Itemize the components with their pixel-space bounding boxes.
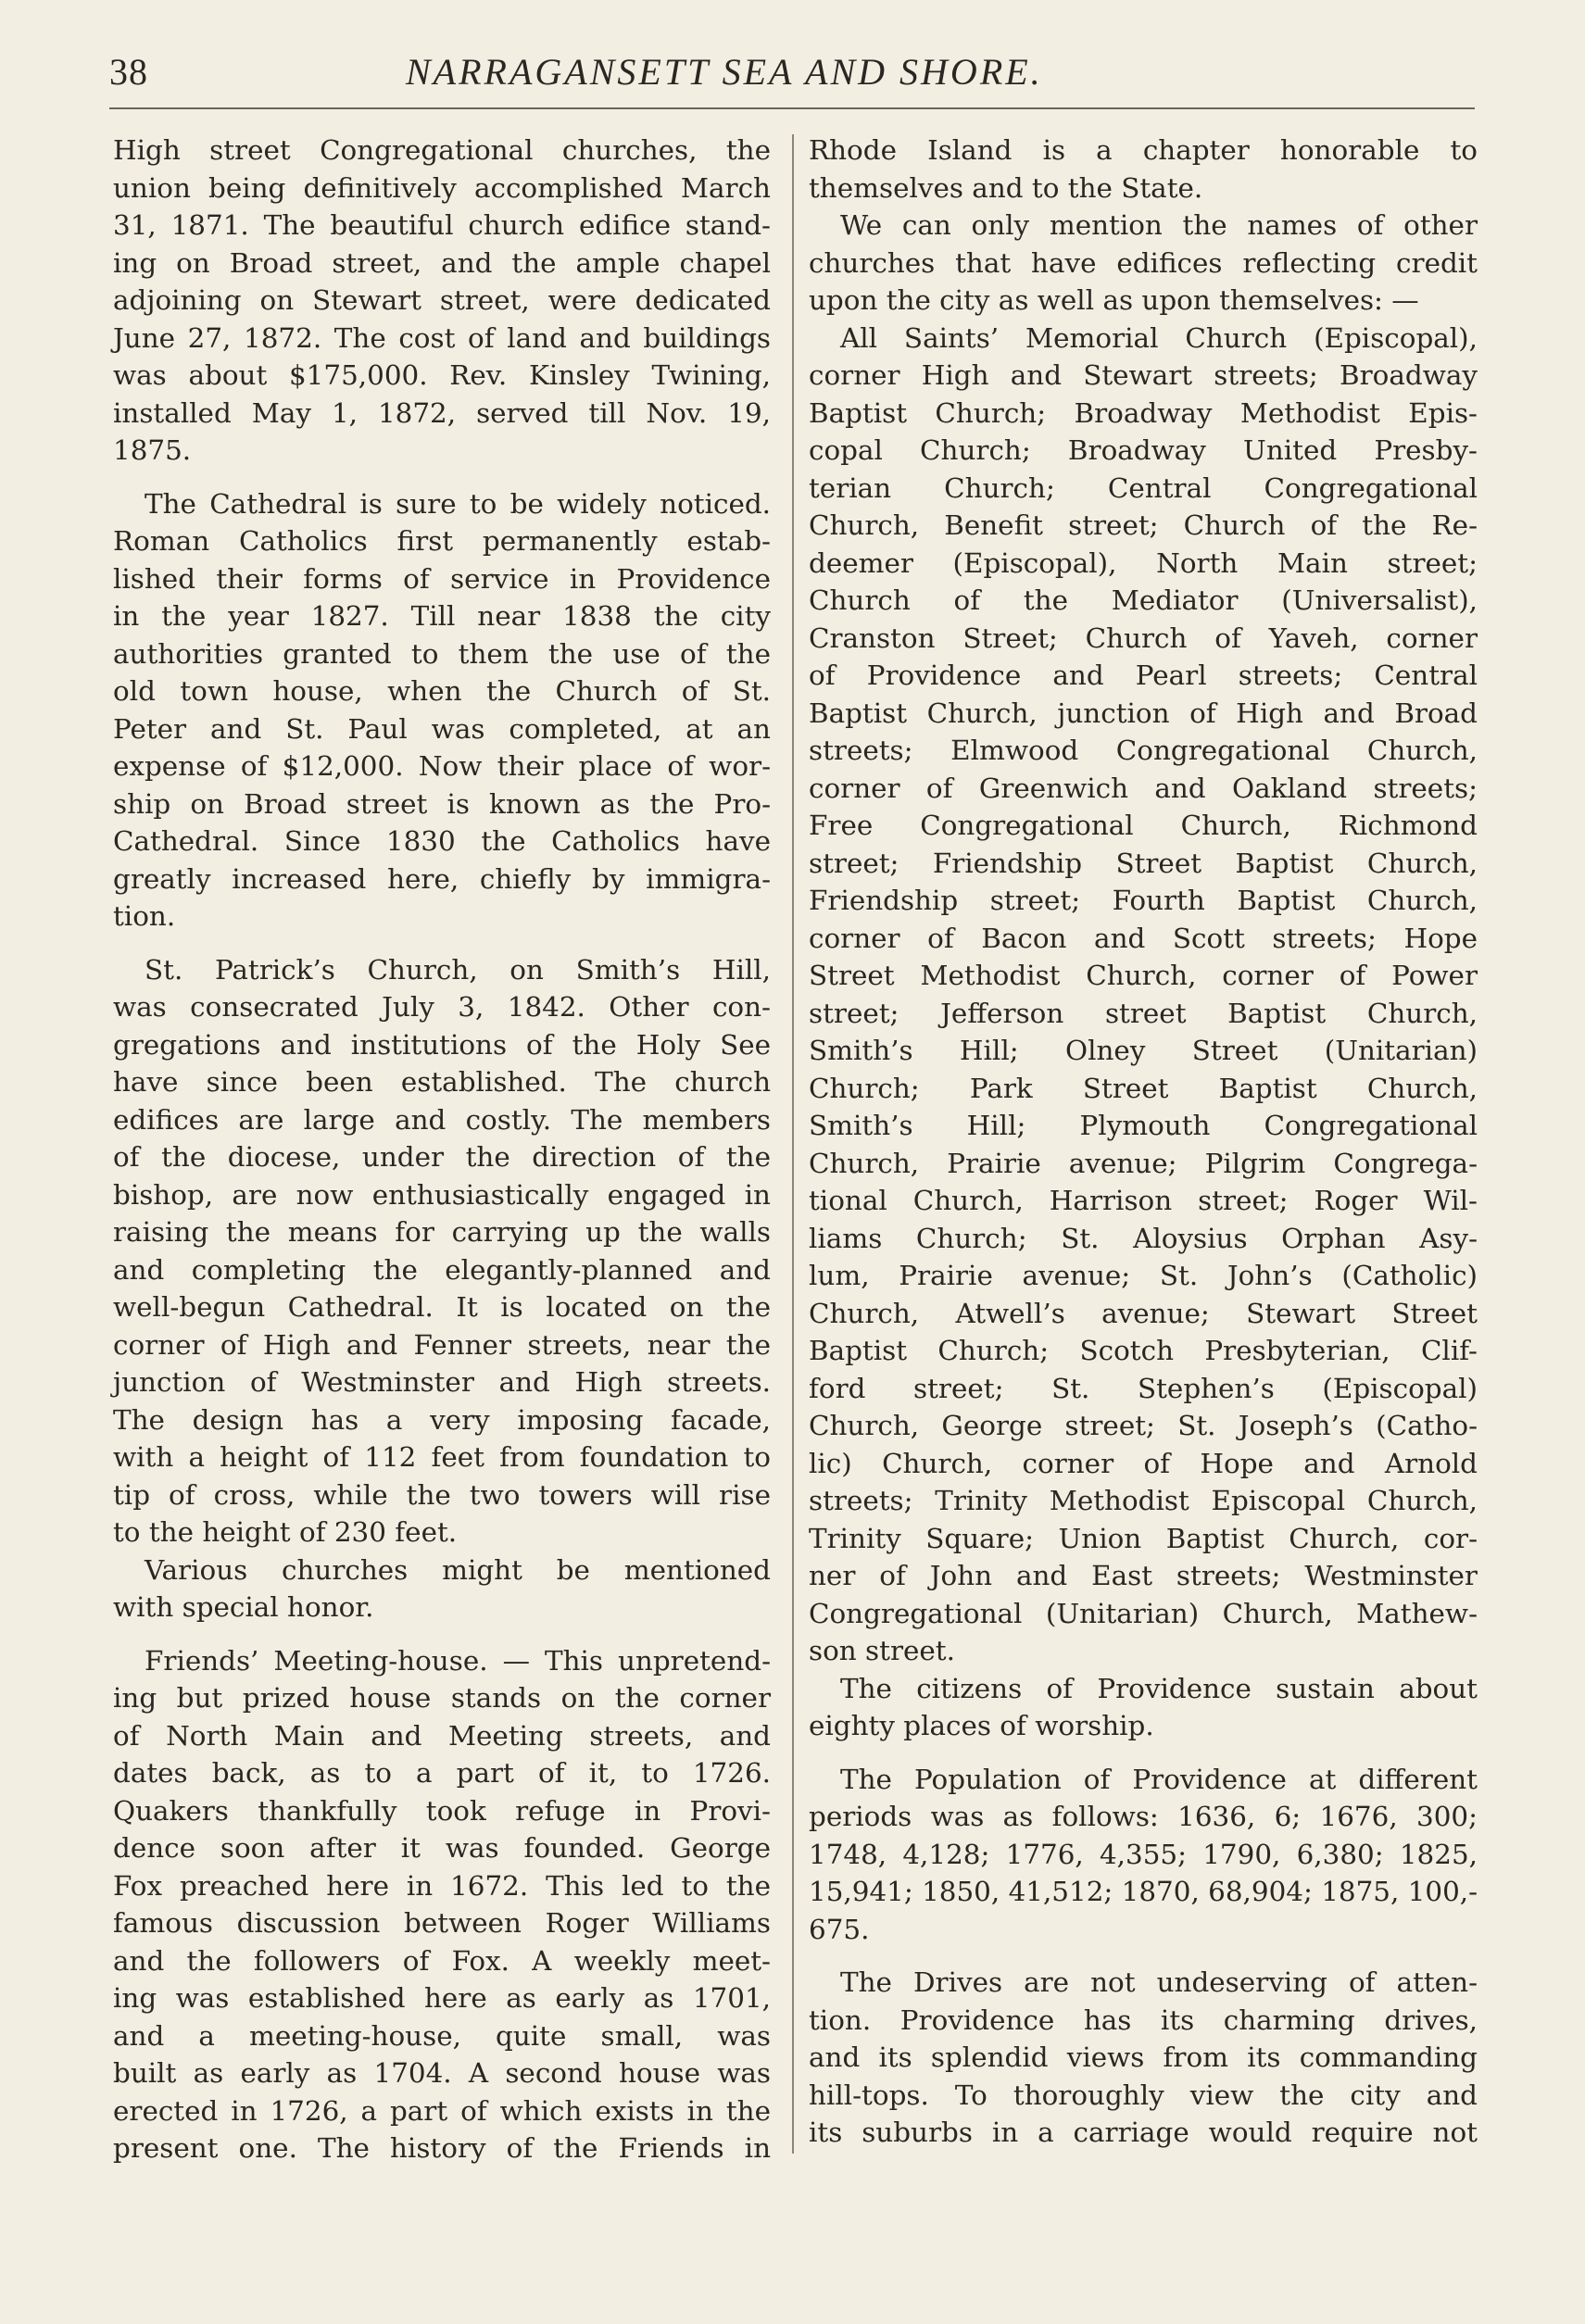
text-line: lished their forms of service in Providence <box>113 562 771 595</box>
text-line: Street Methodist Church, corner of Power <box>809 960 1478 991</box>
text-line: and the followers of Fox. A weekly meet- <box>113 1944 771 1977</box>
text-line: streets; Elmwood Congregational Church, <box>809 735 1478 766</box>
text-line: and a meeting-house, quite small, was <box>113 2019 771 2052</box>
text-line: Fox preached here in 1672. This led to the <box>113 1869 771 1902</box>
running-title: NARRAGANSETT SEA AND SHORE. <box>406 51 1043 93</box>
text-line: liams Church; St. Aloysius Orphan Asy- <box>809 1222 1478 1254</box>
text-line: tip of cross, while the two towers will rise <box>113 1478 771 1511</box>
text-line: with special honor. <box>113 1591 374 1623</box>
text-line: upon the city as well as upon themselves: — <box>809 284 1419 316</box>
text-line: St. Patrick’s Church, on Smith’s Hill, <box>145 953 771 986</box>
text-line: Church, Atwell’s avenue; Stewart Street <box>809 1297 1478 1329</box>
text-line: dates back, as to a part of it, to 1726. <box>113 1757 771 1789</box>
text-line: ing was established here as early as 1701, <box>113 1982 771 2014</box>
text-line: 31, 1871. The beautiful church edifice stand- <box>113 209 771 241</box>
text-line: junction of Westminster and High streets. <box>113 1366 771 1398</box>
text-line: of Providence and Pearl streets; Central <box>809 660 1478 691</box>
text-line: Peter and St. Paul was completed, at an <box>113 712 771 745</box>
paragraph <box>113 951 771 1551</box>
text-line: lum, Prairie avenue; St. John’s (Catholic) <box>809 1260 1478 1291</box>
text-line: Church, Benefit street; Church of the Re- <box>809 509 1478 541</box>
text-line: erected in 1726, a part of which exists in the <box>113 2094 771 2127</box>
text-line: greatly increased here, chiefly by immigra- <box>113 862 771 895</box>
text-line: Baptist Church; Broadway Methodist Epis- <box>809 396 1478 429</box>
text-line: adjoining on Stewart street, were dedicated <box>113 284 771 316</box>
text-line: to the height of 230 feet. <box>113 1516 458 1548</box>
text-line: The Drives are not undeserving of atten- <box>840 1966 1478 1998</box>
text-line: Rhode Island is a chapter honorable to <box>809 134 1478 166</box>
text-line: bishop, are now enthusiastically engaged in <box>113 1178 771 1211</box>
text-line: Friendship street; Fourth Baptist Church, <box>809 885 1478 916</box>
text-line: raising the means for carrying up the walls <box>113 1216 771 1248</box>
text-line: Roman Catholics first permanently estab- <box>113 525 771 557</box>
text-line: Church; Park Street Baptist Church, <box>809 1072 1478 1104</box>
left-column <box>113 132 771 2167</box>
text-line: in the year 1827. Till near 1838 the city <box>113 600 771 632</box>
text-line: was about $175,000. Rev. Kinsley Twining, <box>113 359 771 391</box>
text-line: street; Friendship Street Baptist Church, <box>809 847 1478 879</box>
text-line: of North Main and Meeting streets, and <box>113 1719 771 1752</box>
text-line: ship on Broad street is known as the Pro- <box>113 787 771 820</box>
text-line: 675. <box>809 1913 870 1945</box>
text-line: themselves and to the State. <box>809 171 1203 204</box>
text-line: 1875. <box>113 434 192 466</box>
text-line: periods was as follows: 1636, 6; 1676, 300; <box>809 1801 1478 1832</box>
text-line: have since been established. The church <box>113 1066 771 1098</box>
text-line: The design has a very imposing facade, <box>113 1403 771 1436</box>
text-line: ford street; St. Stephen’s (Episcopal) <box>809 1372 1478 1404</box>
text-line: edifices are large and costly. The members <box>113 1103 771 1136</box>
paragraph <box>113 132 771 470</box>
text-line: Congregational (Unitarian) Church, Mathew- <box>809 1597 1478 1629</box>
paragraph <box>113 1642 771 2167</box>
text-line: Cathedral. Since 1830 the Catholics have <box>113 825 771 857</box>
text-line: union being definitively accomplished March <box>113 171 771 204</box>
text-line: Friends’ Meeting-house. — This unpretend- <box>145 1644 771 1677</box>
text-line: its suburbs in a carriage would require not <box>809 2117 1478 2148</box>
text-line: copal Church; Broadway United Presby- <box>809 434 1478 466</box>
text-line: terian Church; Central Congregational <box>809 471 1478 504</box>
text-line: built as early as 1704. A second house was <box>113 2057 771 2089</box>
text-line: street; Jefferson street Baptist Church, <box>809 997 1478 1029</box>
column-divider <box>792 134 794 2154</box>
text-line: Smith’s Hill; Plymouth Congregational <box>809 1110 1478 1141</box>
text-line: The Population of Providence at different <box>840 1763 1478 1795</box>
text-line: All Saints’ Memorial Church (Episcopal), <box>840 321 1478 354</box>
paragraph <box>809 1670 1478 1745</box>
text-line: The citizens of Providence sustain about <box>840 1672 1478 1704</box>
text-line: Various churches might be mentioned <box>145 1553 771 1586</box>
text-line: of the diocese, under the direction of the <box>113 1141 771 1173</box>
text-line: old town house, when the Church of St. <box>113 675 771 707</box>
text-line: famous discussion between Roger Williams <box>113 1907 771 1939</box>
text-line: streets; Trinity Methodist Episcopal Church, <box>809 1485 1478 1516</box>
paragraph <box>809 132 1478 207</box>
paragraph <box>113 1551 771 1627</box>
text-line: and its splendid views from its commanding <box>809 2041 1478 2073</box>
text-line: churches that have edifices reflecting credit <box>809 246 1478 279</box>
text-line: installed May 1, 1872, served till Nov. 19, <box>113 396 771 429</box>
text-line: Baptist Church; Scotch Presbyterian, Clif- <box>809 1335 1478 1366</box>
text-line: Church, Prairie avenue; Pilgrim Congrega- <box>809 1147 1478 1179</box>
page-number: 38 <box>109 51 148 93</box>
text-line: lic) Church, corner of Hope and Arnold <box>809 1447 1478 1479</box>
text-line: tion. Providence has its charming drives, <box>809 2004 1478 2036</box>
text-line: expense of $12,000. Now their place of wor- <box>113 750 771 782</box>
text-line: High street Congregational churches, the <box>113 134 771 166</box>
text-line: We can only mention the names of other <box>840 209 1478 241</box>
paragraph <box>809 320 1478 1670</box>
text-line: and completing the elegantly-planned and <box>113 1253 771 1286</box>
text-line: Church of the Mediator (Universalist), <box>809 584 1478 616</box>
text-line: well-begun Cathedral. It is located on the <box>113 1291 771 1323</box>
text-line: corner of Greenwich and Oakland streets; <box>809 772 1478 804</box>
text-line: gregations and institutions of the Holy See <box>113 1028 771 1061</box>
text-line: deemer (Episcopal), North Main street; <box>809 546 1478 579</box>
text-line: authorities granted to them the use of the <box>113 637 771 670</box>
text-line: Baptist Church, junction of High and Broad <box>809 697 1478 729</box>
text-line: tion. <box>113 900 176 932</box>
text-line: ing on Broad street, and the ample chapel <box>113 246 771 279</box>
header-rule <box>109 107 1475 109</box>
text-line: Trinity Square; Union Baptist Church, cor- <box>809 1522 1478 1554</box>
text-line: Cranston Street; Church of Yaveh, corner <box>809 622 1478 654</box>
text-line: ing but prized house stands on the corner <box>113 1682 771 1714</box>
text-line: with a height of 112 feet from foundation to <box>113 1441 771 1473</box>
text-line: 15,941; 1850, 41,512; 1870, 68,904; 1875, 100,- <box>809 1876 1478 1907</box>
paragraph <box>809 207 1478 320</box>
text-line: Free Congregational Church, Richmond <box>809 810 1478 841</box>
text-line: corner High and Stewart streets; Broadway <box>809 359 1478 391</box>
page-header <box>109 41 1480 96</box>
text-line: corner of High and Fenner streets, near the <box>113 1328 771 1361</box>
right-column <box>809 132 1478 2152</box>
text-line: was consecrated July 3, 1842. Other con- <box>113 991 771 1023</box>
text-line: tional Church, Harrison street; Roger Wil- <box>809 1185 1478 1216</box>
text-line: son street. <box>809 1635 955 1666</box>
text-line: Church, George street; St. Joseph’s (Catho- <box>809 1410 1478 1441</box>
text-line: ner of John and East streets; Westminster <box>809 1560 1478 1591</box>
text-line: corner of Bacon and Scott streets; Hope <box>809 922 1478 954</box>
paragraph <box>809 1761 1478 1949</box>
text-line: dence soon after it was founded. George <box>113 1832 771 1864</box>
text-line: eighty places of worship. <box>809 1710 1154 1741</box>
paragraph <box>809 1964 1478 2152</box>
text-line: The Cathedral is sure to be widely noticed. <box>145 487 771 520</box>
text-line: 1748, 4,128; 1776, 4,355; 1790, 6,380; 1825, <box>809 1838 1478 1870</box>
text-line: Smith’s Hill; Olney Street (Unitarian) <box>809 1035 1478 1066</box>
paragraph <box>113 485 771 936</box>
text-line: hill-tops. To thoroughly view the city and <box>809 2079 1478 2111</box>
text-line: present one. The history of the Friends in <box>113 2132 771 2164</box>
text-line: June 27, 1872. The cost of land and buildings <box>113 321 771 354</box>
text-line: Quakers thankfully took refuge in Provi- <box>113 1794 771 1827</box>
